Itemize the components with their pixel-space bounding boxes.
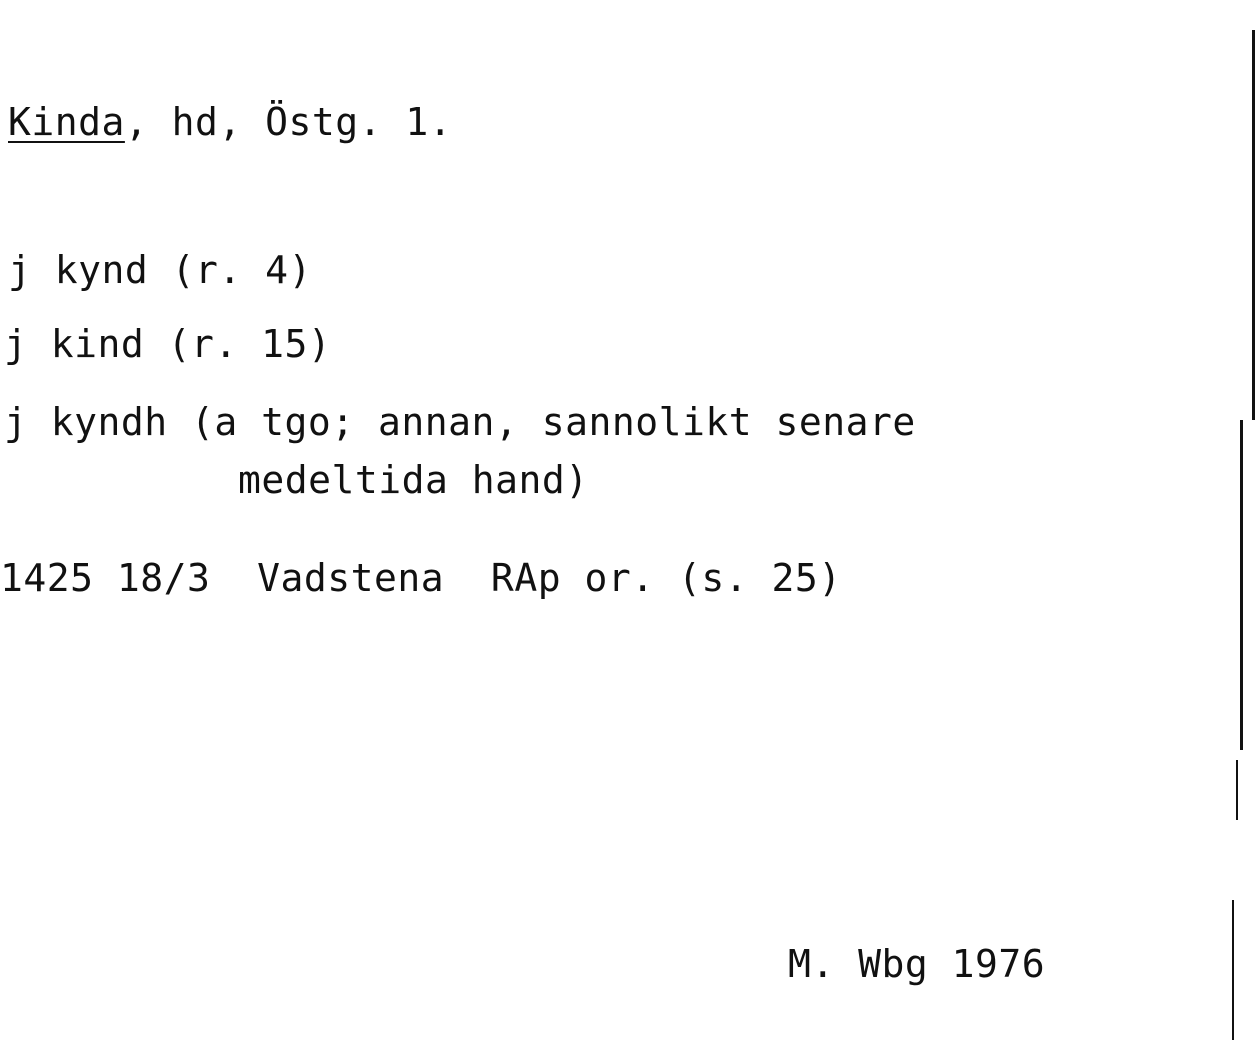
signature: M. Wbg 1976 — [788, 942, 1046, 986]
form-line-3: j kyndh (a tgo; annan, sannolikt senare — [4, 400, 916, 444]
card-edge-lower-2 — [1232, 900, 1234, 1040]
form-line-1: j kynd (r. 4) — [8, 248, 312, 292]
card-edge-lower-1 — [1236, 760, 1238, 820]
headword: Kinda — [8, 100, 125, 144]
card-edge-upper — [1252, 30, 1255, 420]
card-heading — [8, 100, 452, 144]
form-line-3-continuation: medeltida hand) — [238, 458, 589, 502]
source-line: 1425 18/3 Vadstena RAp or. (s. 25) — [0, 556, 842, 600]
heading-rest: , hd, Östg. 1. — [124, 100, 453, 144]
card-edge-middle — [1240, 420, 1243, 750]
form-line-2: j kind (r. 15) — [4, 322, 332, 366]
